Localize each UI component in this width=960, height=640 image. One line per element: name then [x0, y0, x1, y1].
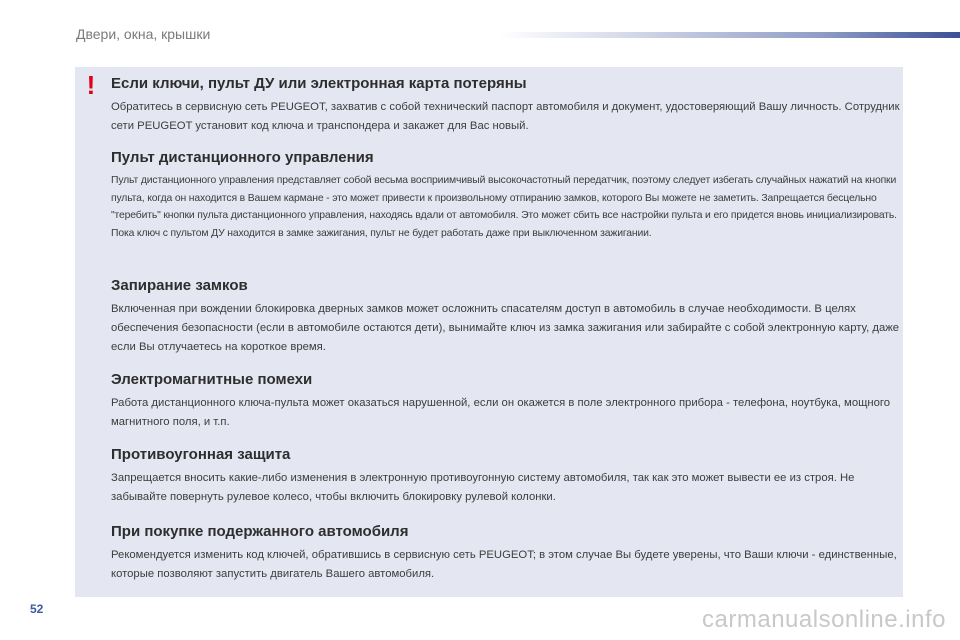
section-lost-keys — [111, 74, 901, 136]
section-title: Если ключи, пульт ДУ или электронная карта потеряны — [111, 75, 527, 92]
section-text: Включенная при вождении блокировка дверных замков может осложнить спасателям доступ в автомобиль в случае необходимости. В целях обеспечения безопасности (если в автомобиле остаются дети), вынимайте ключ из замка зажигания или забирайте с собой электронную карту, даже если Вы отлучаетесь на короткое время. — [111, 303, 900, 353]
section-title: При покупке подержанного автомобиля — [111, 523, 409, 540]
section-title: Пульт дистанционного управления — [111, 149, 374, 166]
page-number: 52 — [30, 602, 44, 616]
page-header-title: Двери, окна, крышки — [76, 26, 211, 42]
section-interference — [111, 370, 901, 432]
section-anti-theft — [111, 445, 901, 507]
section-locking — [111, 276, 901, 357]
section-remote-control — [111, 148, 901, 242]
header-gradient-bar — [500, 32, 960, 38]
section-title: Запирание замков — [111, 277, 248, 294]
section-title: Электромагнитные помехи — [111, 371, 313, 388]
section-text: Пульт дистанционного управления представляет собой весьма восприимчивый высокочастотный передатчик, поэтому следует избегать случайных нажатий на кнопки пульта, когда он находится в Вашем кармане - это может привести к произвольному отпиранию замков, которого Вы можете не заметить. Запрещается бесцельно "теребить" кнопки пульта дистанционного управления, находясь вдали от автомобиля. Это может сбить все настройки пульта и его придется вновь инициализировать. — [111, 175, 897, 221]
section-text: Запрещается вносить какие-либо изменения в электронную противоугонную систему автомобиля, так как это может вывести ее из строя. Не забывайте повернуть рулевое колесо, чтобы включить блокировку рулевой колонки. — [111, 472, 855, 503]
warning-exclamation-icon: ! — [86, 70, 96, 100]
watermark: carmanualsonline.info — [702, 606, 946, 633]
section-text: Работа дистанционного ключа-пульта может оказаться нарушенной, если он окажется в поле электронного прибора - телефона, ноутбука, мощного магнитного поля, и т.п. — [111, 397, 891, 428]
section-text-2: Пока ключ с пультом ДУ находится в замке зажигания, пульт не будет работать даже при выключенном зажигании. — [111, 227, 652, 239]
section-text: Рекомендуется изменить код ключей, обратившись в сервисную сеть PEUGEOT; в этом случае Вы будете уверены, что Ваши ключи - единственные, которые позволяют запустить двигатель Вашего автомобиля. — [111, 549, 897, 580]
section-text: Обратитесь в сервисную сеть PEUGEOT, захватив с собой технический паспорт автомобиля и документ, удостоверяющий Вашу личность. Сотрудник сети PEUGEOT установит код ключа и транспондера и закажет для Вас новый. — [111, 101, 900, 132]
section-title: Противоугонная защита — [111, 446, 291, 463]
section-used-car — [111, 522, 901, 584]
